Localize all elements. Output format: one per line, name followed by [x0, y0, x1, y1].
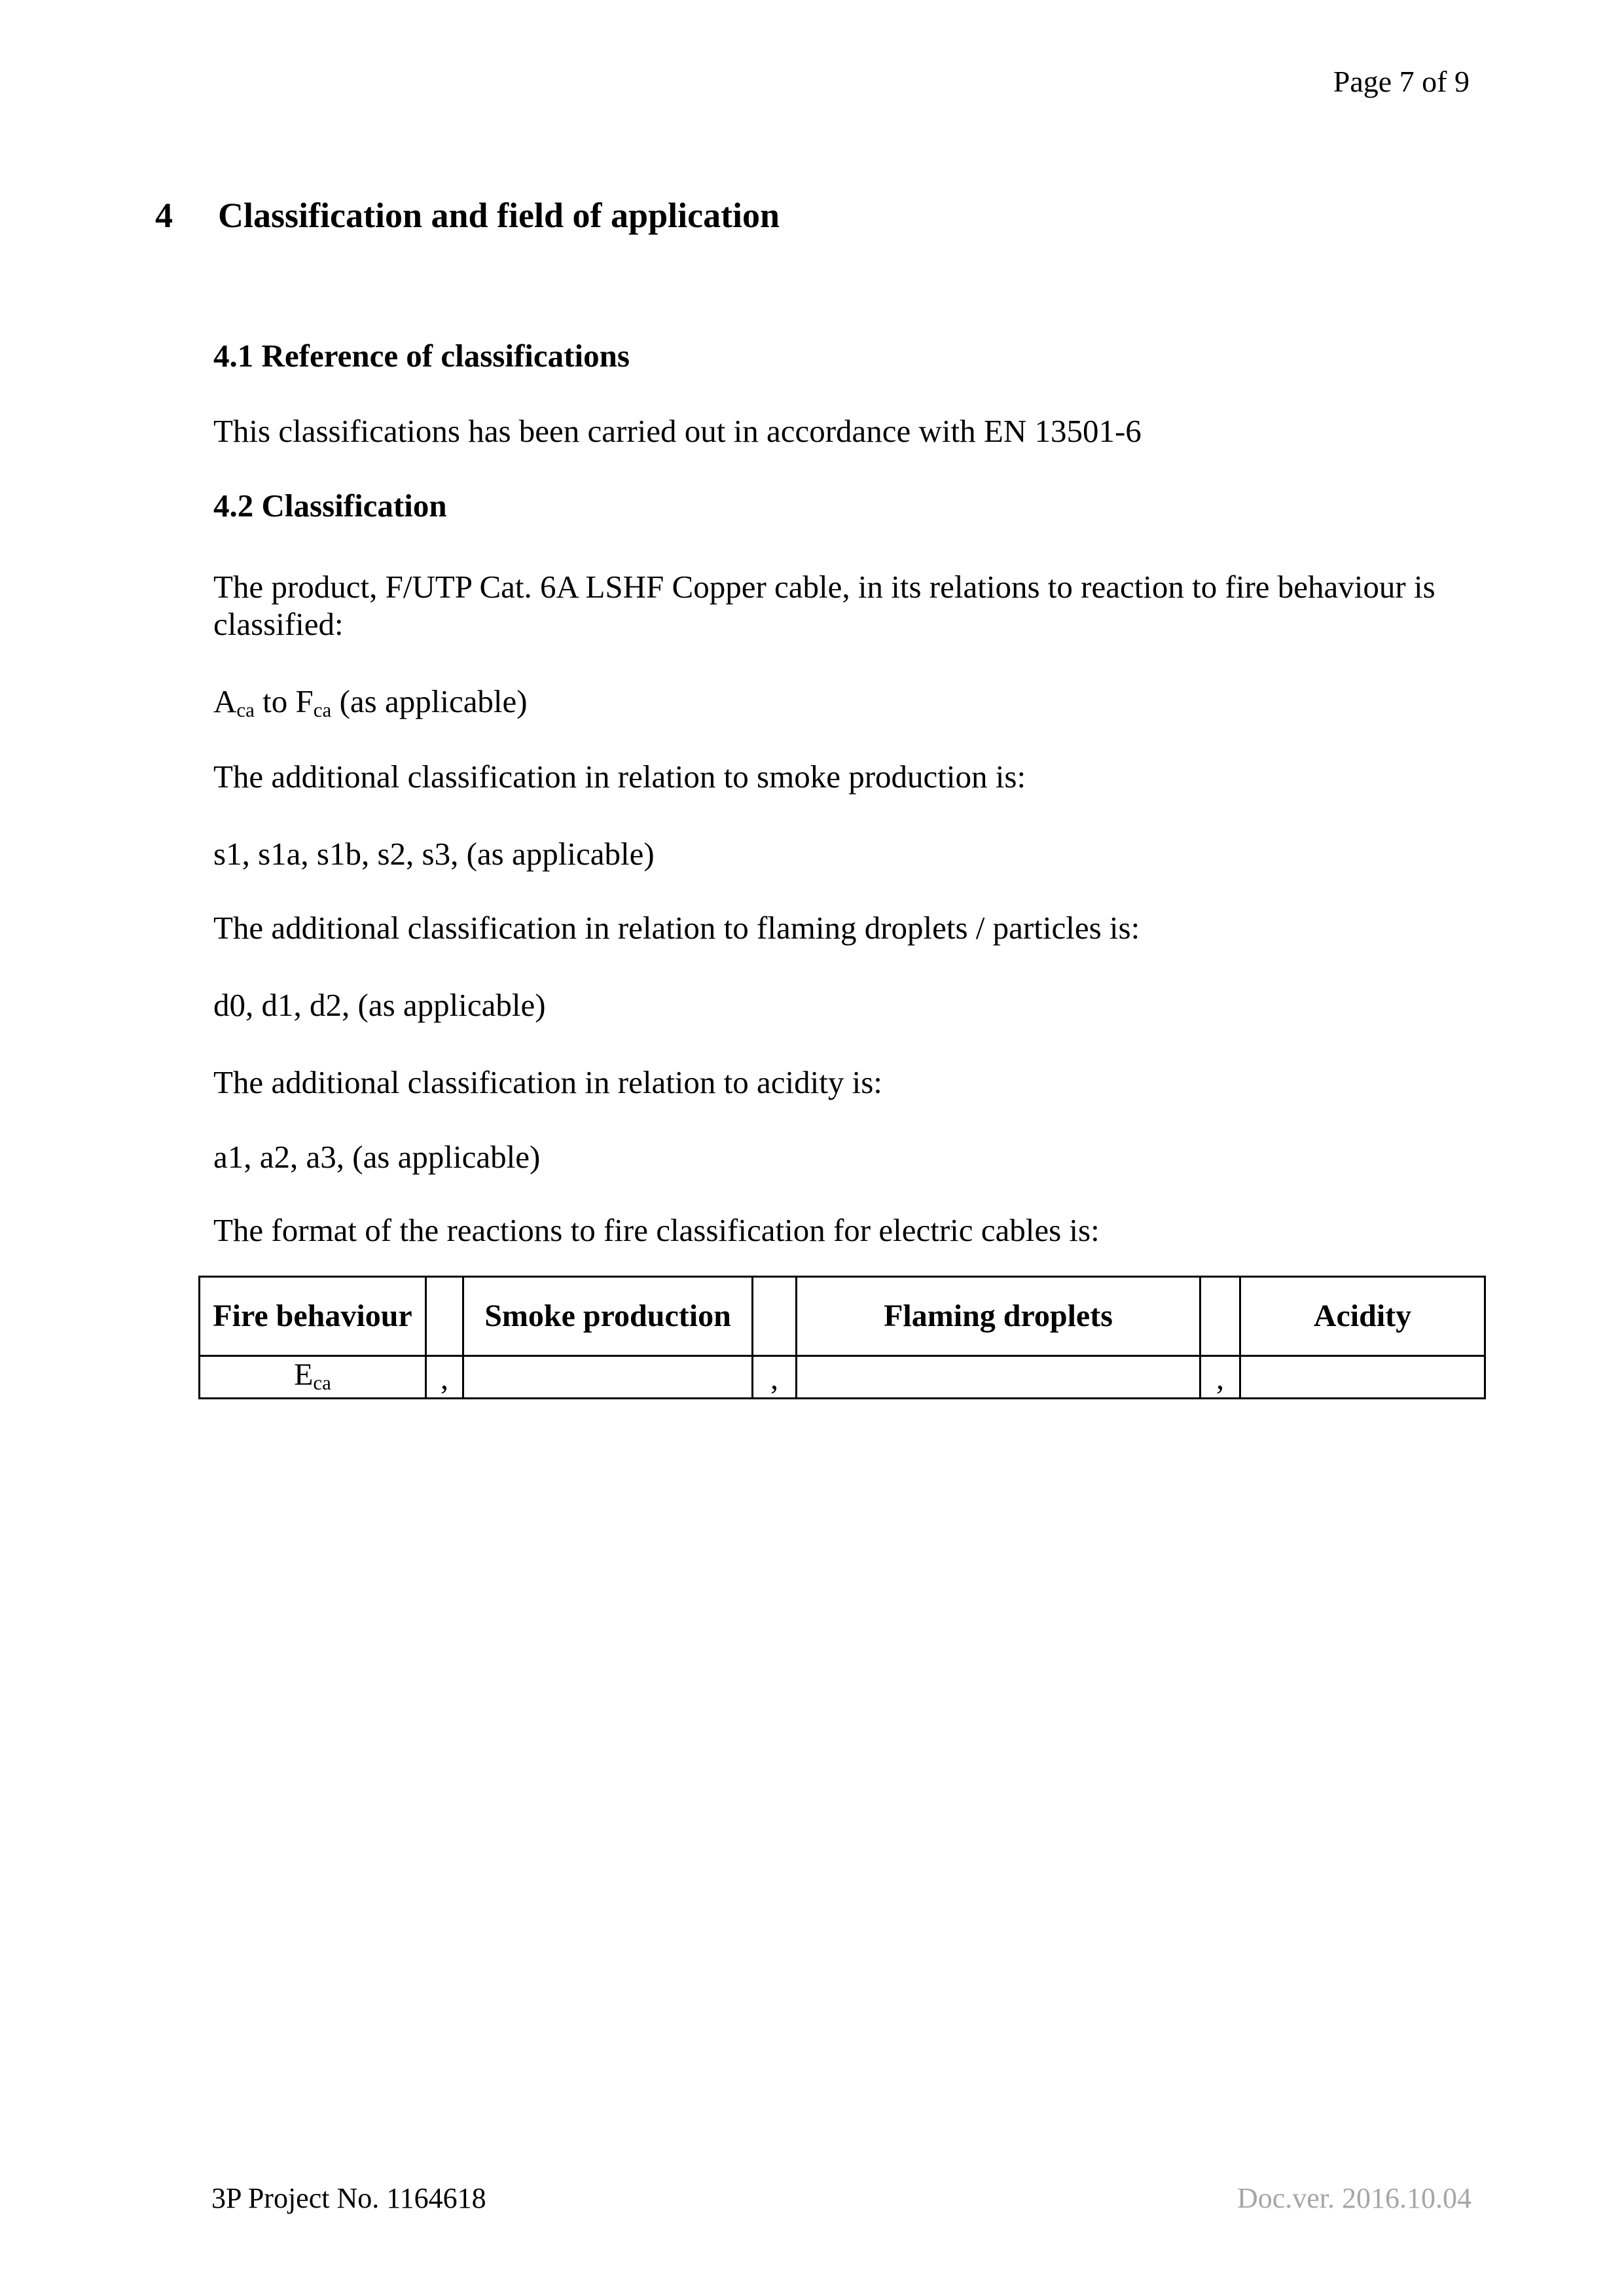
- heading-number: 4: [155, 196, 173, 235]
- page-number: Page 7 of 9: [1333, 65, 1470, 98]
- range-suffix: (as applicable): [331, 683, 528, 719]
- table-row: [200, 1356, 1485, 1399]
- footer-doc-version: Doc.ver. 2016.10.04: [1236, 2182, 1471, 2214]
- range-mid: to F: [254, 683, 314, 719]
- header-flaming-droplets: Flaming droplets: [797, 1277, 1200, 1356]
- classification-format-label: The format of the reactions to fire classification for electric cables is:: [213, 1212, 1100, 1248]
- droplets-classification-label: The additional classification in relation to flaming droplets / particles is:: [213, 910, 1140, 946]
- header-separator-3: [1200, 1277, 1240, 1356]
- cell-separator-2: ,: [753, 1356, 797, 1399]
- header-acidity: Acidity: [1240, 1277, 1485, 1356]
- classification-table: [198, 1276, 1486, 1399]
- acidity-classification-label: The additional classification in relation to acidity is:: [213, 1064, 882, 1100]
- range-f-subscript: ca: [313, 698, 332, 721]
- header-smoke-production: Smoke production: [463, 1277, 753, 1356]
- header-separator-1: [426, 1277, 463, 1356]
- footer-project-number: 3P Project No. 1164618: [211, 2182, 486, 2214]
- main-heading: [155, 195, 780, 236]
- droplets-classification-values: d0, d1, d2, (as applicable): [213, 987, 546, 1023]
- cell-smoke-value: [463, 1356, 753, 1399]
- heading-title: Classification and field of application: [218, 196, 780, 235]
- cell-fire-value: [200, 1356, 426, 1399]
- range-a-subscript: ca: [236, 698, 255, 721]
- smoke-classification-label: The additional classification in relation to smoke production is:: [213, 759, 1026, 795]
- section-4-1-title: 4.1 Reference of classifications: [213, 338, 630, 374]
- cell-separator-3: ,: [1200, 1356, 1240, 1399]
- section-4-2-title: 4.2 Classification: [213, 488, 447, 524]
- cell-separator-1: ,: [426, 1356, 463, 1399]
- acidity-classification-values: a1, a2, a3, (as applicable): [213, 1139, 541, 1175]
- section-4-2-intro: The product, F/UTP Cat. 6A LSHF Copper cable, in its relations to reaction to fire behaviour is classified:: [213, 569, 1435, 642]
- fire-value-subscript: ca: [313, 1371, 331, 1394]
- fire-class-range: [213, 683, 1477, 728]
- section-4-1-body: This classifications has been carried out in accordance with EN 13501-6: [213, 413, 1142, 449]
- cell-acidity-value: [1240, 1356, 1485, 1399]
- table-header-row: [200, 1277, 1485, 1356]
- range-a: A: [213, 683, 237, 719]
- fire-value: E: [294, 1357, 314, 1392]
- cell-droplets-value: [797, 1356, 1200, 1399]
- header-separator-2: [753, 1277, 797, 1356]
- smoke-classification-values: s1, s1a, s1b, s2, s3, (as applicable): [213, 836, 655, 872]
- header-fire-behaviour: Fire behaviour: [200, 1277, 426, 1356]
